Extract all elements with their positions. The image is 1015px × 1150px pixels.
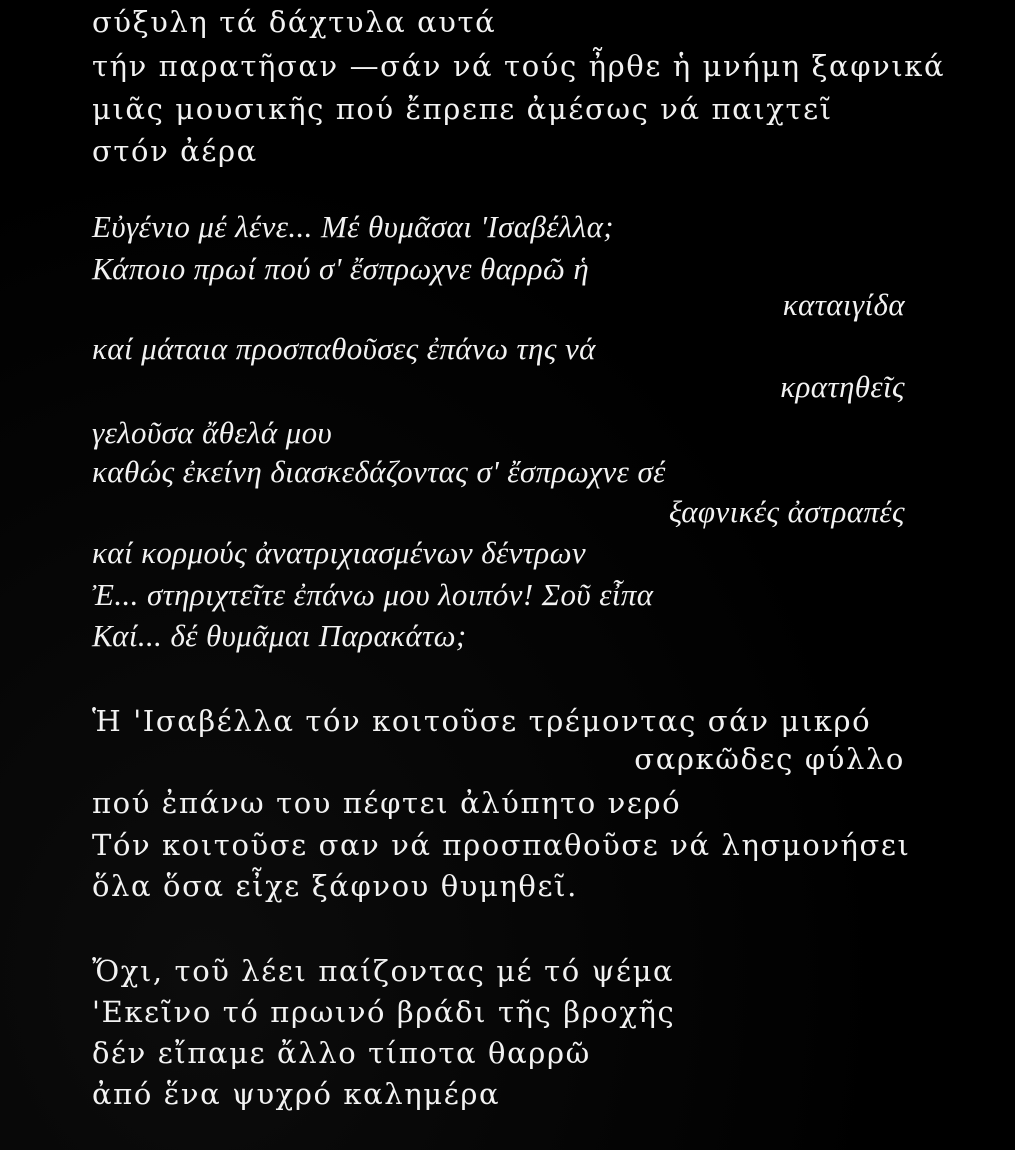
stanza2-line-1: Εὐγένιο μέ λένε... Μέ θυμᾶσαι 'Ισαβέλλα; (92, 209, 614, 244)
stanza1-line-2: τήν παρατῆσαν —σάν νά τούς ἦρθε ἡ μνήμη ξαφνικά (92, 49, 946, 83)
stanza3-line-2: σαρκῶδες φύλλο (634, 742, 905, 776)
stanza2-line-11: Καί... δέ θυμᾶμαι Παρακάτω; (92, 618, 467, 653)
stanza3-line-4: Τόν κοιτοῦσε σαν νά προσπαθοῦσε νά λησμονήσει (92, 828, 911, 862)
stanza3-line-1: Ἡ 'Ισαβέλλα τόν κοιτοῦσε τρέμοντας σάν μικρό (92, 704, 872, 738)
stanza3-line-3: πού ἐπάνω του πέφτει ἀλύπητο νερό (92, 786, 682, 820)
stanza3-line-5: ὅλα ὅσα εἶχε ξάφνου θυμηθεῖ. (92, 869, 578, 903)
stanza4-line-4: ἀπό ἕνα ψυχρό καλημέρα (92, 1077, 501, 1111)
stanza1-line-3: μιᾶς μουσικῆς πού ἔπρεπε ἀμέσως νά παιχτεῖ (92, 92, 833, 126)
stanza1-line-1: σύξυλη τά δάχτυλα αυτά (92, 5, 497, 39)
stanza2-line-2: Κάποιο πρωί πού σ' ἔσπρωχνε θαρρῶ ἡ (92, 251, 590, 286)
stanza2-line-7: καθώς ἐκείνη διασκεδάζοντας σ' ἔσπρωχνε σέ (92, 454, 666, 489)
stanza2-line-5: κρατηθεῖς (780, 369, 905, 404)
stanza2-line-6: γελοῦσα ἄθελά μου (92, 415, 333, 450)
stanza2-line-10: Ἐ... στηριχτεῖτε ἐπάνω μου λοιπόν! Σοῦ εἶπα (92, 577, 654, 612)
stanza4-line-3: δέν εἴπαμε ἄλλο τίποτα θαρρῶ (92, 1036, 591, 1070)
stanza4-line-2: 'Εκεῖνο τό πρωινό βράδι τῆς βροχῆς (92, 995, 676, 1029)
stanza2-line-9: καί κορμούς ἀνατριχιασμένων δέντρων (92, 535, 587, 570)
stanza4-line-1: Ὄχι, τοῦ λέει παίζοντας μέ τό ψέμα (92, 954, 675, 988)
stanza2-line-4: καί μάταια προσπαθοῦσες ἐπάνω της νά (92, 331, 596, 366)
stanza2-line-3: καταιγίδα (782, 287, 905, 322)
stanza1-line-4: στόν ἀέρα (92, 134, 258, 168)
stanza2-line-8: ξαφνικές ἀστραπές (668, 494, 905, 529)
